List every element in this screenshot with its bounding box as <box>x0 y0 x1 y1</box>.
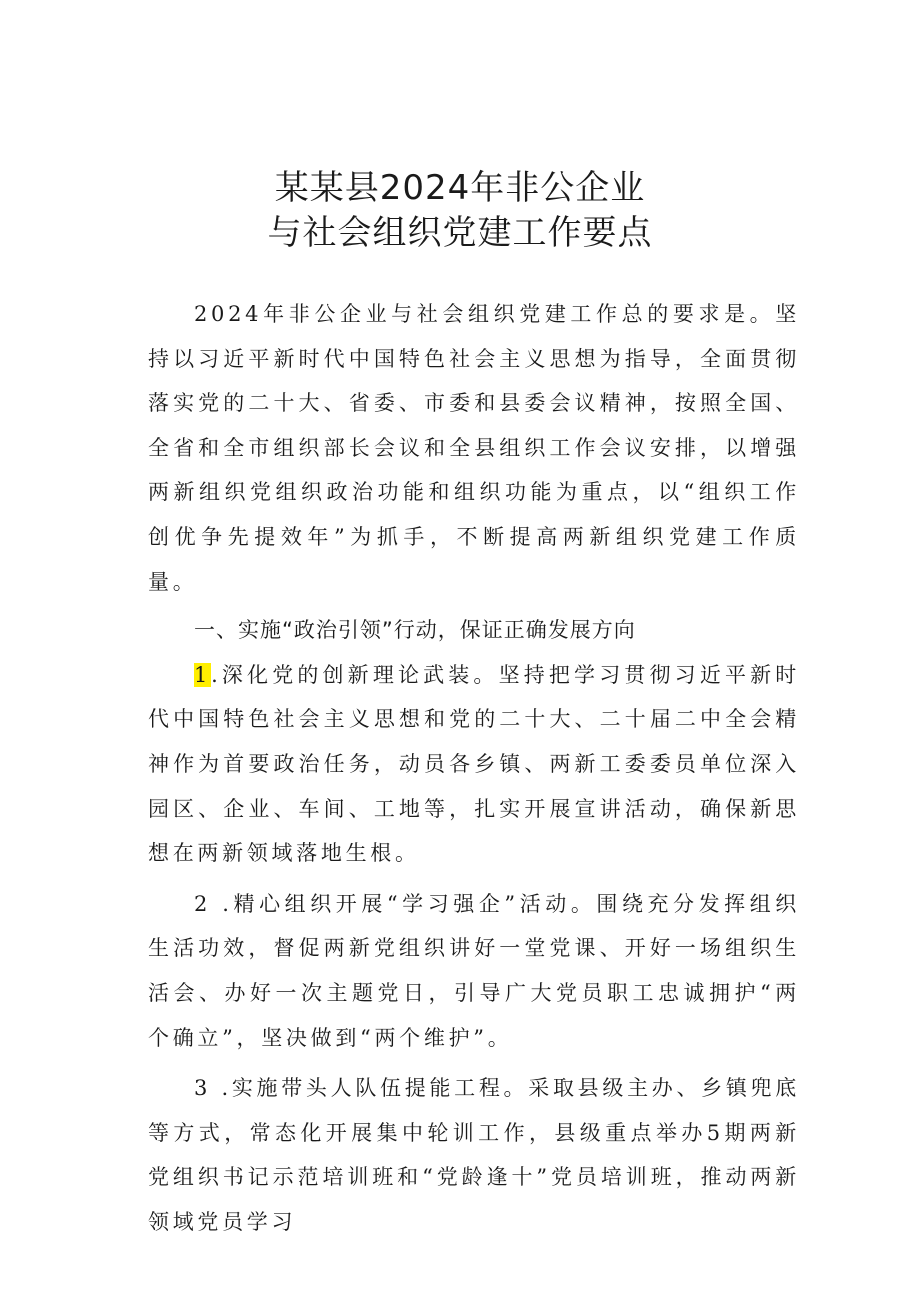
document-title-line-1: 某某县2024年非公企业 <box>274 168 646 208</box>
document-title-line-2: 与社会组织党建工作要点 <box>267 213 653 253</box>
item-2-text: .精心组织开展“学习强企”活动。围绕充分发挥组织生活功效，督促两新党组织讲好一堂党课、开好一场组织生活会、办好一次主题党日，引导广大党员职工忠诚拥护“两个确立”，坚决做到“两个维护”。 <box>148 891 800 1050</box>
item-3-number: 3 <box>194 1076 212 1101</box>
item-2-number: 2 <box>194 891 212 916</box>
item-1-text: .深化党的创新理论武装。坚持把学习贯彻习近平新时代中国特色社会主义思想和党的二十大、二十届二中全会精神作为首要政治任务，动员各乡镇、两新工委委员单位深入园区、企业、车间、工地等，扎实开展宣讲活动，确保新思想在两新领域落地生根。 <box>148 662 800 866</box>
document-body <box>148 292 800 1244</box>
section-1-heading: 一、实施“政治引领”行动，保证正确发展方向 <box>194 618 636 643</box>
section-1-item-1 <box>148 653 800 876</box>
intro-paragraph: 2024年非公企业与社会组织党建工作总的要求是。坚持以习近平新时代中国特色社会主义思想为指导，全面贯彻落实党的二十大、省委、市委和县委会议精神，按照全国、全省和全市组织部长会议和全县组织工作会议安排，以增强两新组织党组织政治功能和组织功能为重点，以“组织工作创优争先提效年”为抓手，不断提高两新组织党建工作质量。 <box>148 302 800 594</box>
item-3-text: .实施带头人队伍提能工程。采取县级主办、乡镇兜底等方式，常态化开展集中轮训工作，县级重点举办5期两新党组织书记示范培训班和“党龄逢十”党员培训班，推动两新领域党员学习 <box>148 1076 800 1234</box>
item-1-number-highlight: 1 <box>194 662 212 687</box>
section-1-item-2 <box>148 882 800 1060</box>
section-1-item-3 <box>148 1066 800 1244</box>
